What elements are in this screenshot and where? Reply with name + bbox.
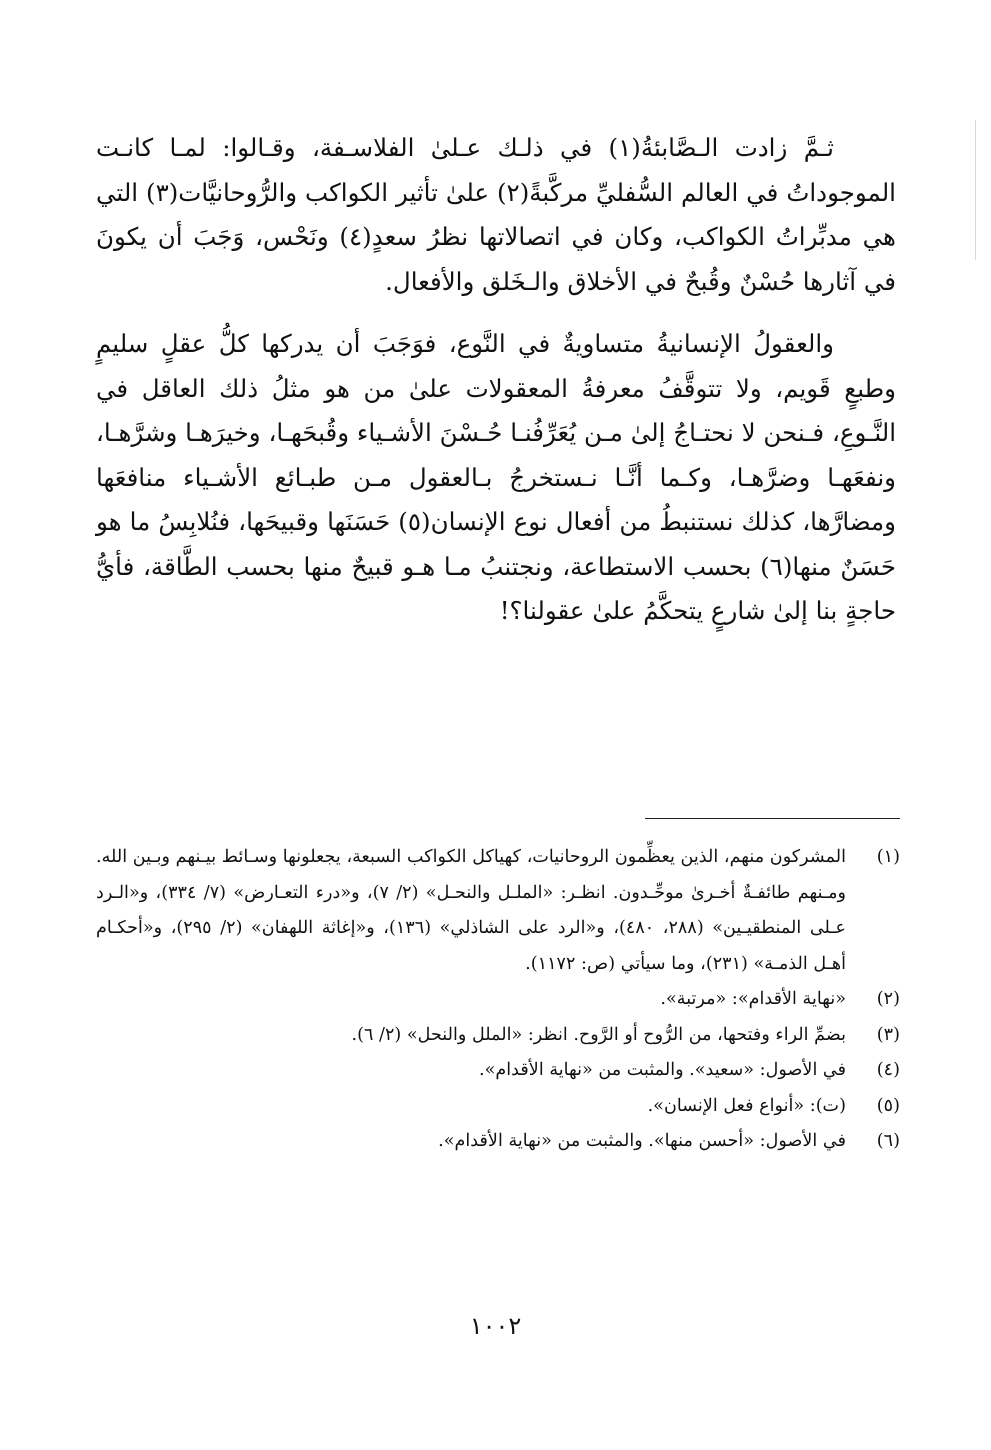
- footnote-1: [96, 840, 900, 982]
- footnote-separator: [645, 818, 900, 819]
- footnote-number: (٣): [876, 1024, 900, 1045]
- page-number: ١٠٠٢: [469, 1312, 522, 1340]
- footnote-text: «نهاية الأقدام»: «مرتبة».: [660, 989, 846, 1009]
- footnote-5: [96, 1089, 900, 1125]
- footnote-number: (٤): [876, 1060, 900, 1080]
- footnote-number: (٦): [876, 1131, 900, 1151]
- page-edge-line: [975, 120, 976, 260]
- footnote-6: [96, 1124, 900, 1160]
- footnote-text: في الأصول: «أحسن منها». والمثبت من «نهاية الأقدام».: [438, 1131, 846, 1151]
- paragraph-2: والعقولُ الإنسانيةُ متساويةٌ في النَّوع، فوَجَبَ أن يدركها كلُّ عقلٍ سليمٍ وطبعٍ قَويم، ولا تتوقَّفُ معرفةُ المعقولات علىٰ من هو مثلُ ذلك العاقل في النَّـوعِ، فـنحن لا نحتـاجُ إلىٰ مـن يُعَرِّفُنـا حُـسْنَ الأشـياء وقُبحَهـا، وخيرَهـا وشرَّهـا، ونفعَهـا وضرَّهـا، وكـما أنَّـا نـستخرجُ بـالعقول مـن طبـائع الأشـياء منافعَها ومضارَّها، كذلك نستنبطُ من أفعال نوع الإنسان(٥) حَسَنَها وقبيحَها، فنُلابِسُ ما هو حَسَنٌ منها(٦) بحسب الاستطاعة، ونجتنبُ مـا هـو قبيحٌ منها بحسب الطَّاقة، فأيُّ حاجةٍ بنا إلىٰ شارعٍ يتحكَّمُ علىٰ عقولنا؟!: [96, 329, 896, 625]
- footnote-number: (٢): [876, 989, 900, 1009]
- footnote-number: (٥): [876, 1095, 900, 1116]
- main-text-body: [96, 126, 896, 634]
- footnote-text: في الأصول: «سعيد». والمثبت من «نهاية الأقدام».: [479, 1060, 846, 1080]
- paragraph-1: ثـمَّ زادت الـصَّابئةُ(١) في ذلـك عـلىٰ الفلاسـفة، وقـالوا: لمـا كانـت الموجوداتُ في العالم السُّفليِّ مركَّبةً(٢) علىٰ تأثير الكواكب والرُّوحانيَّات(٣) التي هي مدبِّراتُ الكواكب، وكان في اتصالاتها نظرُ سعدٍ(٤) ونَحْس، وَجَبَ أن يكونَ في آثارها حُسْنٌ وقُبحٌ في الأخلاق والـخَلق والأفعال.: [96, 133, 896, 296]
- footnotes-section: [96, 840, 900, 1160]
- footnote-number: (١): [876, 847, 900, 867]
- footnote-2: [96, 982, 900, 1018]
- footnote-4: [96, 1053, 900, 1089]
- footnote-text: المشركون منهم، الذين يعظِّمون الروحانيات، كهياكل الكواكب السبعة، يجعلونها وسـائط بيـنهم وبـين الله. ومـنهم طائفـةٌ أخـرىٰ موحِّـدون. انظـر: «الملـل والنحـل» (٢/ ٧)، و«درء التعـارض» (٧/ ٣٣٤)، و«الـرد عـلى المنطقيـين» (٢٨٨، ٤٨٠)، و«الرد على الشاذلي» (١٣٦)، و«إغاثة اللهفان» (٢/ ٢٩٥)، و«أحكـام أهـل الذمـة» (٢٣١)، وما سيأتي (ص: ١١٧٢).: [96, 847, 846, 974]
- footnote-text: بضمِّ الراء وفتحها، من الرُّوح أو الرَّوح. انظر: «الملل والنحل» (٢/ ٦).: [351, 1024, 846, 1045]
- footnote-text: (ت): «أنواع فعل الإنسان».: [647, 1095, 846, 1116]
- footnote-3: [96, 1018, 900, 1054]
